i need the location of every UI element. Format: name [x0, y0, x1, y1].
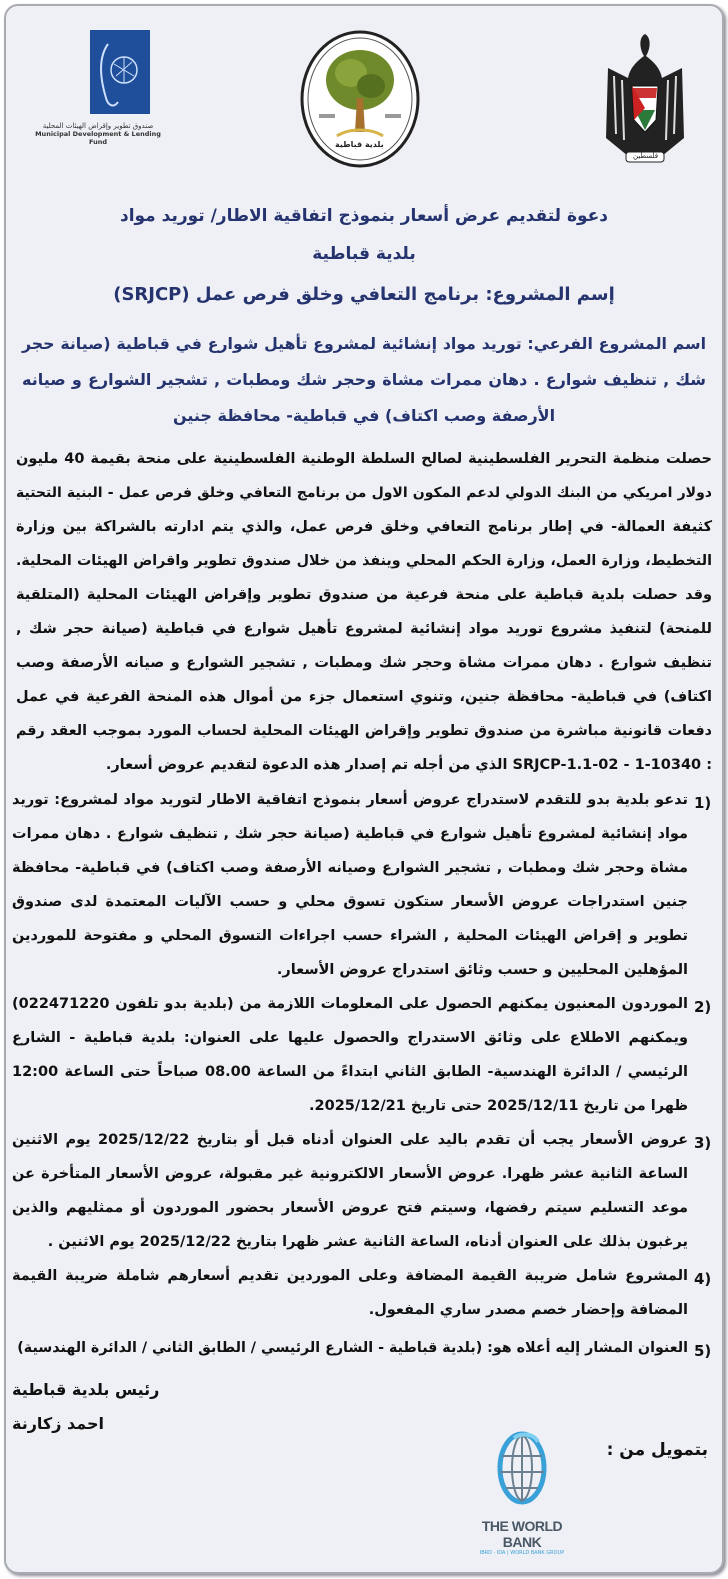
- item-line: ظهرا من تاريخ 2025/12/11 حتى تاريخ 2025/12/21.: [309, 1098, 688, 1114]
- mdlf-logo: [28, 28, 168, 148]
- subproject-line: الأرصفة وصب اكتاف) في قباطية- محافظة جنين: [172, 406, 556, 425]
- municipality-logo-text: بلدية قباطية: [335, 140, 384, 149]
- item-line: مشاة وحجر شك ومطبات , تشجير الشوارع وصيانه الأرصفة وصب اكتاف) في قباطية- محافظة: [12, 860, 688, 876]
- intro-line: اكتاف) في قباطية- محافظة جنين، وتنوي استعمال جزء من أموال هذه المنحة الفرعية في عمل: [16, 689, 712, 705]
- item-line: موعد التسليم سيتم رفضها، وسيتم فتح عروض الأسعار بحضور الموردون أو ممثليهم والذين: [12, 1200, 688, 1216]
- item-line: الرئيسي / الدائرة الهندسية- الطابق الثاني ابتداءً من الساعة 08.00 صباحاً حتى الساعة 12:00: [12, 1064, 688, 1080]
- emblem-text: فلسطين: [633, 152, 659, 160]
- mdlf-hand-icon: [28, 28, 168, 118]
- intro-line: حصلت منظمة التحرير الفلسطينية لصالح السلطة الوطنية الفلسطينية على منحة بقيمة 40 مليون: [16, 451, 712, 467]
- intro-line: دفعات قانونية مباشرة من صندوق تطوير وإقراض الهيئات المحلية لحساب المورد بموجب العقد رقم: [16, 723, 712, 739]
- item-line: جنين استدراجات عروض الأسعار ستكون تسوق محلي و حسب الآليات المعتمدة لدى صندوق: [12, 894, 688, 910]
- item-line: تدعو بلدية بدو للتقدم لاستدراج عروض أسعار بنموذج اتفاقية الاطار لتوريد مواد لمشروع: توريد: [12, 792, 688, 808]
- item-line: عروض الأسعار يجب أن تقدم باليد على العنوان أدناه قبل أو بتاريخ 2025/12/22 يوم الاثنين: [12, 1132, 689, 1148]
- item-line: ويمكنهم الاطلاع على وثائق الاستدراج والحصول عليها على العنوان: بلدية قباطية - الشارع: [12, 1030, 688, 1046]
- item-line: الساعة الثانية عشر ظهرا. عروض الأسعار الالكترونية غير مقبولة، عروض الأسعار المتأخرة عن: [12, 1166, 688, 1182]
- mdlf-text-ar: صندوق تطوير وإقراض الهيئات المحلية: [42, 122, 154, 130]
- world-bank-text: THE WORLD BANK: [481, 1518, 563, 1550]
- item-number: 3): [694, 1134, 712, 1152]
- municipality-name: بلدية قباطية: [312, 244, 416, 264]
- globe-icon: [462, 1428, 582, 1508]
- eagle-emblem-icon: [600, 28, 690, 168]
- item-number: 1): [694, 794, 712, 812]
- item-number: 2): [694, 998, 712, 1016]
- qabatiya-municipality-logo: [297, 28, 423, 170]
- intro-line: تنظيف شوارع . دهان ممرات مشاة وحجر شك ومطبات , تشجير الشوارع و صيانه الأرصفة وصب: [16, 655, 712, 671]
- mdlf-text-en: Municipal Development & Lending Fund: [35, 130, 161, 146]
- item-number: 5): [694, 1342, 712, 1360]
- item-number: 4): [694, 1270, 712, 1288]
- item-line: المؤهلين المحليين و حسب وثائق استدراج عروض الأسعار.: [276, 962, 688, 978]
- palestinian-emblem-logo: [600, 28, 690, 168]
- funding-label: بتمويل من :: [606, 1440, 708, 1460]
- page-title: دعوة لتقديم عرض أسعار بنموذج اتفاقية الاطار/ توريد مواد: [119, 206, 609, 226]
- intro-line: كثيفة العمالة- في إطار برنامج التعافي وخلق فرص عمل، والذي يتم ادارته بالشراكة بين وزارة: [16, 519, 712, 535]
- item-line: مواد إنشائية لمشروع تأهيل شوارع في قباطية (صيانة حجر شك , تنظيف شوارع . دهان ممرات: [12, 826, 688, 842]
- signature-name: احمد زكارنة: [12, 1414, 104, 1433]
- item-line: العنوان المشار إليه أعلاه هو: (بلدية قباطية - الشارع الرئيسي / الطابق الثاني / الدائرة الهندسية): [17, 1340, 688, 1356]
- intro-line: : 1-10340 - SRJCP-1.1-02 الذي من أجله تم إصدار هذه الدعوة لتقديم عروض أسعار.: [105, 757, 712, 773]
- item-line: المشروع شامل ضريبة القيمة المضافة وعلى الموردين تقديم أسعارهم شاملة ضريبة القيمة: [12, 1268, 688, 1284]
- item-line: يرغبون بذلك على العنوان أدناه، الساعة الثانية عشر ظهرا بتاريخ 2025/12/22 يوم الاثنين .: [47, 1234, 688, 1250]
- item-line: الموردون المعنيون يمكنهم الحصول على المعلومات اللازمة من (بلدية بدو تلفون 022471220): [12, 996, 688, 1012]
- intro-line: التخطيط، وزارة العمل، وزارة الحكم المحلي وينفذ من خلال صندوق تطوير واقراض الهيئات المحلية.: [16, 553, 712, 569]
- project-name: إسم المشروع: برنامج التعافي وخلق فرص عمل (SRJCP): [113, 284, 615, 305]
- item-line: المضافة وإحضار خصم مصدر ساري المفعول.: [368, 1302, 688, 1318]
- subproject-line: اسم المشروع الفرعي: توريد مواد إنشائية لمشروع تأهيل شوارع في قباطية (صيانة حجر: [22, 334, 706, 353]
- item-line: تطوير و إقراض الهيئات المحلية , الشراء حسب اجراءات التسوق المحلي و مفتوحة للموردين: [12, 928, 688, 944]
- world-bank-logo: [462, 1428, 582, 1556]
- announcement-card: [4, 4, 724, 1574]
- intro-line: للمنحة) لتنفيذ مشروع توريد مواد إنشائية لمشروع تأهيل شوارع في قباطية (صيانة حجر شك ,: [16, 621, 712, 637]
- intro-line: وقد حصلت بلدية قباطية على منحة فرعية من صندوق تطوير وإقراض الهيئات المحلية (المتلقية: [16, 587, 712, 603]
- world-bank-subtext: IBRD · IDA | WORLD BANK GROUP: [479, 1550, 565, 1556]
- signature-title: رئيس بلدية قباطية: [12, 1380, 160, 1399]
- intro-line: دولار امريكي من البنك الدولي لدعم المكون الاول من برنامج التعافي وخلق فرص عمل - البنية التحتية: [16, 485, 712, 501]
- subproject-line: شك , تنظيف شوارع . دهان ممرات مشاة وحجر شك ومطبات , تشجير الشوارع و صيانه: [22, 370, 706, 389]
